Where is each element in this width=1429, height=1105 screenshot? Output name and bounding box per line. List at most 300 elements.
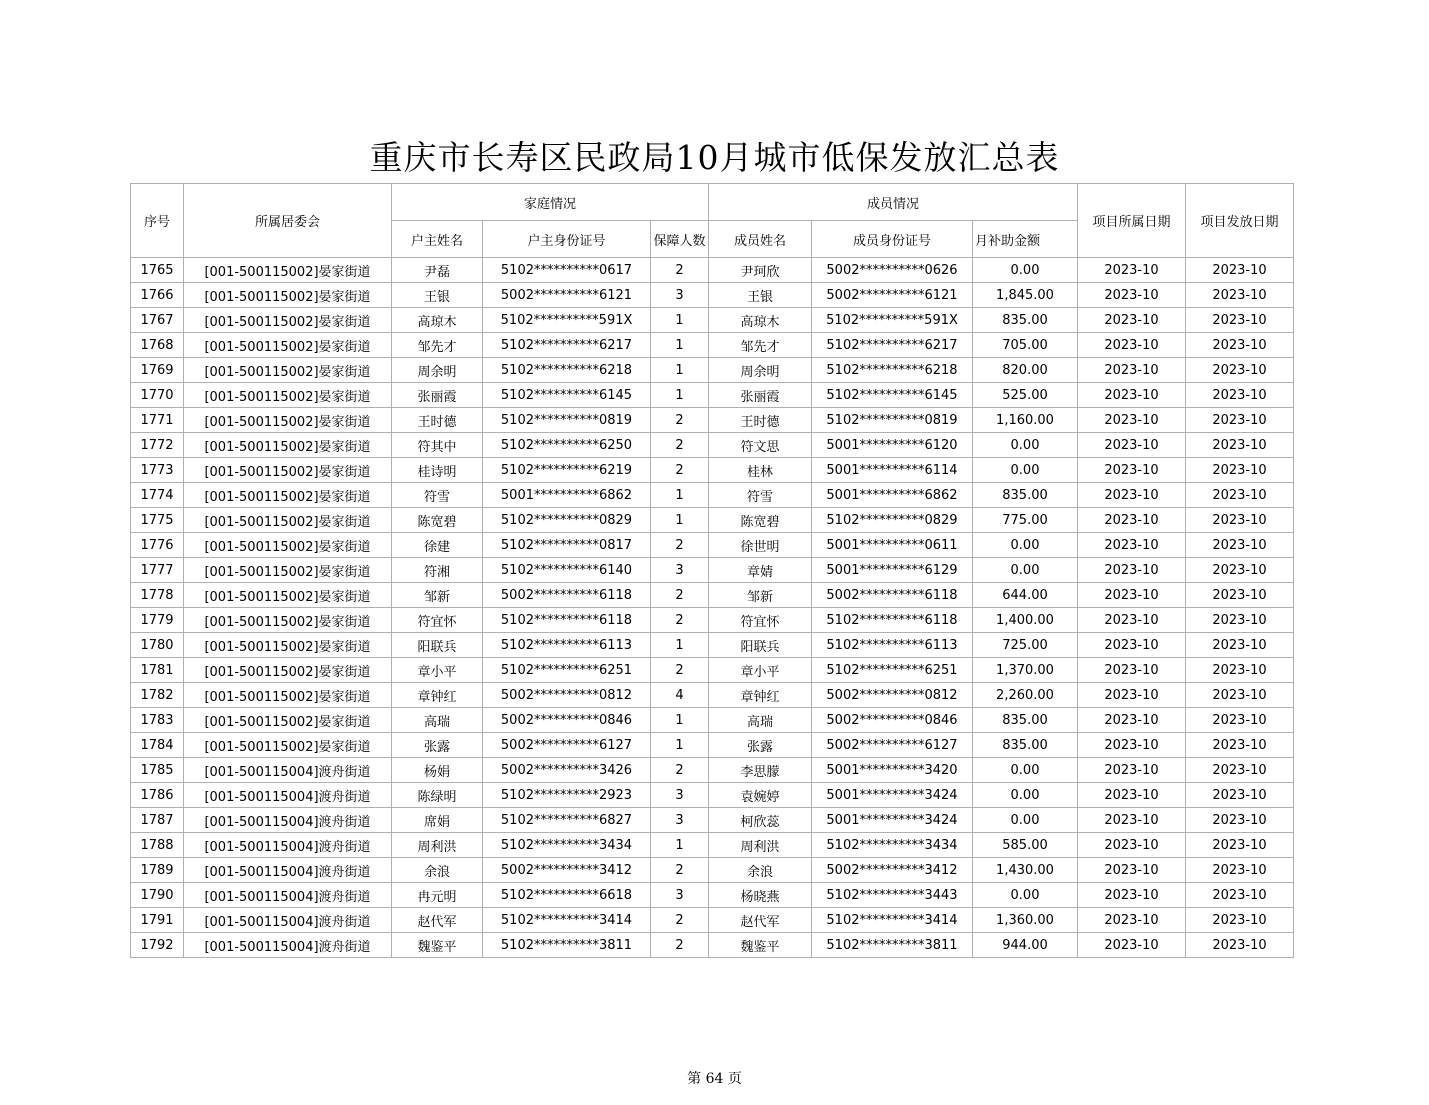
cell-monthly-amount: 835.00 bbox=[973, 483, 1078, 508]
cell-head-id: 5102**********3414 bbox=[483, 908, 651, 933]
cell-head-name: 冉元明 bbox=[392, 883, 483, 908]
allowance-table bbox=[130, 183, 1294, 958]
cell-issue-date: 2023-10 bbox=[1186, 258, 1294, 283]
cell-member-name: 赵代军 bbox=[709, 908, 812, 933]
table-row bbox=[131, 833, 1294, 858]
cell-project-date: 2023-10 bbox=[1078, 308, 1186, 333]
cell-issue-date: 2023-10 bbox=[1186, 408, 1294, 433]
table-row bbox=[131, 433, 1294, 458]
cell-monthly-amount: 944.00 bbox=[973, 933, 1078, 958]
cell-member-id: 5001**********0611 bbox=[812, 533, 973, 558]
cell-member-id: 5102**********3443 bbox=[812, 883, 973, 908]
cell-project-date: 2023-10 bbox=[1078, 883, 1186, 908]
table-row bbox=[131, 483, 1294, 508]
cell-head-id: 5102**********6113 bbox=[483, 633, 651, 658]
cell-head-name: 陈宽碧 bbox=[392, 508, 483, 533]
cell-head-id: 5002**********3412 bbox=[483, 858, 651, 883]
cell-head-id: 5102**********6217 bbox=[483, 333, 651, 358]
cell-head-name: 王银 bbox=[392, 283, 483, 308]
cell-head-name: 高琼木 bbox=[392, 308, 483, 333]
cell-seq: 1782 bbox=[131, 683, 184, 708]
cell-project-date: 2023-10 bbox=[1078, 408, 1186, 433]
cell-project-date: 2023-10 bbox=[1078, 933, 1186, 958]
cell-head-name: 桂诗明 bbox=[392, 458, 483, 483]
cell-head-name: 符雪 bbox=[392, 483, 483, 508]
cell-member-name: 章婧 bbox=[709, 558, 812, 583]
cell-head-name: 王时德 bbox=[392, 408, 483, 433]
cell-committee: [001-500115002]晏家街道 bbox=[184, 683, 392, 708]
cell-member-name: 周利洪 bbox=[709, 833, 812, 858]
cell-seq: 1783 bbox=[131, 708, 184, 733]
cell-head-name: 章钟红 bbox=[392, 683, 483, 708]
table-row bbox=[131, 733, 1294, 758]
cell-head-id: 5002**********3426 bbox=[483, 758, 651, 783]
cell-head-name: 符其中 bbox=[392, 433, 483, 458]
cell-project-date: 2023-10 bbox=[1078, 508, 1186, 533]
cell-insured-count: 1 bbox=[651, 733, 709, 758]
cell-seq: 1787 bbox=[131, 808, 184, 833]
page-number: 第 64 页 bbox=[687, 1071, 742, 1087]
cell-head-name: 周利洪 bbox=[392, 833, 483, 858]
cell-committee: [001-500115004]渡舟街道 bbox=[184, 908, 392, 933]
cell-project-date: 2023-10 bbox=[1078, 858, 1186, 883]
cell-project-date: 2023-10 bbox=[1078, 358, 1186, 383]
cell-head-id: 5102**********6118 bbox=[483, 608, 651, 633]
cell-member-id: 5002**********3412 bbox=[812, 858, 973, 883]
table-row bbox=[131, 383, 1294, 408]
cell-committee: [001-500115004]渡舟街道 bbox=[184, 758, 392, 783]
cell-head-name: 邹先才 bbox=[392, 333, 483, 358]
cell-head-name: 魏鉴平 bbox=[392, 933, 483, 958]
cell-head-id: 5102**********6250 bbox=[483, 433, 651, 458]
cell-member-id: 5001**********3424 bbox=[812, 783, 973, 808]
cell-head-id: 5102**********591X bbox=[483, 308, 651, 333]
table-row bbox=[131, 908, 1294, 933]
cell-member-id: 5102**********0829 bbox=[812, 508, 973, 533]
cell-issue-date: 2023-10 bbox=[1186, 483, 1294, 508]
cell-issue-date: 2023-10 bbox=[1186, 808, 1294, 833]
cell-member-name: 徐世明 bbox=[709, 533, 812, 558]
header-member-id: 成员身份证号 bbox=[812, 221, 973, 258]
cell-issue-date: 2023-10 bbox=[1186, 433, 1294, 458]
cell-issue-date: 2023-10 bbox=[1186, 383, 1294, 408]
cell-head-name: 张丽霞 bbox=[392, 383, 483, 408]
table-row bbox=[131, 333, 1294, 358]
table-row bbox=[131, 708, 1294, 733]
cell-project-date: 2023-10 bbox=[1078, 733, 1186, 758]
cell-insured-count: 2 bbox=[651, 908, 709, 933]
cell-head-id: 5102**********0819 bbox=[483, 408, 651, 433]
cell-project-date: 2023-10 bbox=[1078, 483, 1186, 508]
cell-member-name: 尹珂欣 bbox=[709, 258, 812, 283]
table-row bbox=[131, 808, 1294, 833]
cell-member-id: 5102**********6118 bbox=[812, 608, 973, 633]
cell-insured-count: 2 bbox=[651, 583, 709, 608]
cell-monthly-amount: 775.00 bbox=[973, 508, 1078, 533]
cell-committee: [001-500115002]晏家街道 bbox=[184, 308, 392, 333]
cell-issue-date: 2023-10 bbox=[1186, 833, 1294, 858]
cell-issue-date: 2023-10 bbox=[1186, 358, 1294, 383]
header-family-group: 家庭情况 bbox=[392, 184, 709, 221]
cell-insured-count: 1 bbox=[651, 708, 709, 733]
cell-committee: [001-500115004]渡舟街道 bbox=[184, 783, 392, 808]
cell-committee: [001-500115002]晏家街道 bbox=[184, 583, 392, 608]
table-row bbox=[131, 758, 1294, 783]
table-row bbox=[131, 883, 1294, 908]
cell-monthly-amount: 1,400.00 bbox=[973, 608, 1078, 633]
cell-head-name: 周余明 bbox=[392, 358, 483, 383]
cell-committee: [001-500115002]晏家街道 bbox=[184, 383, 392, 408]
table-body bbox=[131, 258, 1294, 958]
cell-seq: 1767 bbox=[131, 308, 184, 333]
cell-seq: 1766 bbox=[131, 283, 184, 308]
cell-project-date: 2023-10 bbox=[1078, 458, 1186, 483]
cell-issue-date: 2023-10 bbox=[1186, 858, 1294, 883]
cell-project-date: 2023-10 bbox=[1078, 708, 1186, 733]
cell-insured-count: 1 bbox=[651, 483, 709, 508]
cell-head-id: 5102**********6618 bbox=[483, 883, 651, 908]
cell-seq: 1792 bbox=[131, 933, 184, 958]
cell-head-id: 5102**********6219 bbox=[483, 458, 651, 483]
cell-issue-date: 2023-10 bbox=[1186, 783, 1294, 808]
cell-committee: [001-500115004]渡舟街道 bbox=[184, 933, 392, 958]
cell-insured-count: 4 bbox=[651, 683, 709, 708]
header-head-name: 户主姓名 bbox=[392, 221, 483, 258]
cell-issue-date: 2023-10 bbox=[1186, 558, 1294, 583]
cell-monthly-amount: 0.00 bbox=[973, 883, 1078, 908]
cell-head-name: 符湘 bbox=[392, 558, 483, 583]
cell-committee: [001-500115002]晏家街道 bbox=[184, 433, 392, 458]
table-row bbox=[131, 683, 1294, 708]
cell-member-id: 5102**********591X bbox=[812, 308, 973, 333]
cell-committee: [001-500115002]晏家街道 bbox=[184, 258, 392, 283]
cell-issue-date: 2023-10 bbox=[1186, 883, 1294, 908]
cell-insured-count: 2 bbox=[651, 608, 709, 633]
cell-committee: [001-500115002]晏家街道 bbox=[184, 283, 392, 308]
cell-seq: 1784 bbox=[131, 733, 184, 758]
cell-seq: 1776 bbox=[131, 533, 184, 558]
cell-member-id: 5001**********6120 bbox=[812, 433, 973, 458]
table-row bbox=[131, 558, 1294, 583]
cell-committee: [001-500115002]晏家街道 bbox=[184, 658, 392, 683]
cell-project-date: 2023-10 bbox=[1078, 558, 1186, 583]
cell-monthly-amount: 2,260.00 bbox=[973, 683, 1078, 708]
cell-seq: 1781 bbox=[131, 658, 184, 683]
cell-seq: 1765 bbox=[131, 258, 184, 283]
cell-member-name: 陈宽碧 bbox=[709, 508, 812, 533]
cell-member-name: 周余明 bbox=[709, 358, 812, 383]
cell-committee: [001-500115002]晏家街道 bbox=[184, 408, 392, 433]
cell-insured-count: 3 bbox=[651, 808, 709, 833]
cell-monthly-amount: 725.00 bbox=[973, 633, 1078, 658]
cell-monthly-amount: 0.00 bbox=[973, 558, 1078, 583]
cell-seq: 1785 bbox=[131, 758, 184, 783]
table-row bbox=[131, 583, 1294, 608]
cell-project-date: 2023-10 bbox=[1078, 633, 1186, 658]
cell-member-name: 魏鉴平 bbox=[709, 933, 812, 958]
cell-member-id: 5102**********3434 bbox=[812, 833, 973, 858]
cell-member-name: 张丽霞 bbox=[709, 383, 812, 408]
cell-insured-count: 1 bbox=[651, 358, 709, 383]
cell-issue-date: 2023-10 bbox=[1186, 458, 1294, 483]
cell-member-name: 王银 bbox=[709, 283, 812, 308]
cell-member-id: 5002**********0626 bbox=[812, 258, 973, 283]
cell-member-name: 袁婉婷 bbox=[709, 783, 812, 808]
cell-issue-date: 2023-10 bbox=[1186, 308, 1294, 333]
cell-seq: 1775 bbox=[131, 508, 184, 533]
cell-monthly-amount: 0.00 bbox=[973, 258, 1078, 283]
header-monthly-amount: 月补助金额 bbox=[973, 221, 1078, 258]
cell-monthly-amount: 644.00 bbox=[973, 583, 1078, 608]
cell-insured-count: 2 bbox=[651, 658, 709, 683]
cell-insured-count: 2 bbox=[651, 408, 709, 433]
cell-monthly-amount: 1,370.00 bbox=[973, 658, 1078, 683]
cell-member-id: 5102**********6251 bbox=[812, 658, 973, 683]
cell-committee: [001-500115002]晏家街道 bbox=[184, 558, 392, 583]
cell-member-id: 5102**********3811 bbox=[812, 933, 973, 958]
cell-seq: 1786 bbox=[131, 783, 184, 808]
cell-head-name: 符宜怀 bbox=[392, 608, 483, 633]
cell-issue-date: 2023-10 bbox=[1186, 933, 1294, 958]
cell-monthly-amount: 1,430.00 bbox=[973, 858, 1078, 883]
cell-member-id: 5102**********6145 bbox=[812, 383, 973, 408]
header-seq: 序号 bbox=[131, 184, 184, 258]
cell-insured-count: 1 bbox=[651, 383, 709, 408]
cell-issue-date: 2023-10 bbox=[1186, 583, 1294, 608]
cell-insured-count: 1 bbox=[651, 633, 709, 658]
cell-member-id: 5002**********6118 bbox=[812, 583, 973, 608]
cell-head-name: 陈绿明 bbox=[392, 783, 483, 808]
cell-head-id: 5002**********6118 bbox=[483, 583, 651, 608]
cell-head-id: 5002**********6121 bbox=[483, 283, 651, 308]
cell-member-name: 桂林 bbox=[709, 458, 812, 483]
cell-head-id: 5102**********3811 bbox=[483, 933, 651, 958]
cell-insured-count: 1 bbox=[651, 508, 709, 533]
cell-issue-date: 2023-10 bbox=[1186, 708, 1294, 733]
cell-insured-count: 3 bbox=[651, 883, 709, 908]
cell-committee: [001-500115004]渡舟街道 bbox=[184, 833, 392, 858]
cell-insured-count: 1 bbox=[651, 308, 709, 333]
header-head-id: 户主身份证号 bbox=[483, 221, 651, 258]
cell-committee: [001-500115002]晏家街道 bbox=[184, 508, 392, 533]
cell-member-id: 5102**********6217 bbox=[812, 333, 973, 358]
cell-project-date: 2023-10 bbox=[1078, 833, 1186, 858]
cell-member-name: 阳联兵 bbox=[709, 633, 812, 658]
cell-insured-count: 1 bbox=[651, 333, 709, 358]
cell-head-id: 5102**********0617 bbox=[483, 258, 651, 283]
cell-seq: 1778 bbox=[131, 583, 184, 608]
cell-insured-count: 2 bbox=[651, 458, 709, 483]
cell-project-date: 2023-10 bbox=[1078, 583, 1186, 608]
cell-project-date: 2023-10 bbox=[1078, 758, 1186, 783]
table-row bbox=[131, 633, 1294, 658]
header-committee: 所属居委会 bbox=[184, 184, 392, 258]
cell-monthly-amount: 0.00 bbox=[973, 808, 1078, 833]
cell-committee: [001-500115002]晏家街道 bbox=[184, 483, 392, 508]
cell-insured-count: 3 bbox=[651, 783, 709, 808]
cell-member-name: 邹先才 bbox=[709, 333, 812, 358]
cell-member-name: 章小平 bbox=[709, 658, 812, 683]
cell-head-name: 张露 bbox=[392, 733, 483, 758]
cell-member-name: 王时德 bbox=[709, 408, 812, 433]
cell-member-id: 5002**********0846 bbox=[812, 708, 973, 733]
cell-head-id: 5102**********6827 bbox=[483, 808, 651, 833]
cell-seq: 1773 bbox=[131, 458, 184, 483]
cell-project-date: 2023-10 bbox=[1078, 433, 1186, 458]
cell-insured-count: 3 bbox=[651, 283, 709, 308]
cell-monthly-amount: 0.00 bbox=[973, 783, 1078, 808]
cell-monthly-amount: 0.00 bbox=[973, 433, 1078, 458]
table-row bbox=[131, 783, 1294, 808]
cell-issue-date: 2023-10 bbox=[1186, 683, 1294, 708]
cell-monthly-amount: 585.00 bbox=[973, 833, 1078, 858]
cell-project-date: 2023-10 bbox=[1078, 258, 1186, 283]
cell-project-date: 2023-10 bbox=[1078, 533, 1186, 558]
cell-head-id: 5001**********6862 bbox=[483, 483, 651, 508]
table-row bbox=[131, 658, 1294, 683]
table-row bbox=[131, 508, 1294, 533]
cell-member-name: 柯欣蕊 bbox=[709, 808, 812, 833]
cell-monthly-amount: 1,360.00 bbox=[973, 908, 1078, 933]
cell-committee: [001-500115004]渡舟街道 bbox=[184, 883, 392, 908]
cell-committee: [001-500115002]晏家街道 bbox=[184, 333, 392, 358]
cell-insured-count: 2 bbox=[651, 758, 709, 783]
cell-seq: 1774 bbox=[131, 483, 184, 508]
cell-member-name: 高琼木 bbox=[709, 308, 812, 333]
cell-member-id: 5001**********6114 bbox=[812, 458, 973, 483]
cell-head-id: 5002**********6127 bbox=[483, 733, 651, 758]
cell-insured-count: 2 bbox=[651, 533, 709, 558]
cell-head-id: 5102**********6218 bbox=[483, 358, 651, 383]
cell-member-id: 5102**********6113 bbox=[812, 633, 973, 658]
cell-seq: 1772 bbox=[131, 433, 184, 458]
table-row bbox=[131, 533, 1294, 558]
cell-committee: [001-500115002]晏家街道 bbox=[184, 358, 392, 383]
cell-insured-count: 2 bbox=[651, 433, 709, 458]
cell-project-date: 2023-10 bbox=[1078, 283, 1186, 308]
cell-member-id: 5001**********3424 bbox=[812, 808, 973, 833]
cell-committee: [001-500115002]晏家街道 bbox=[184, 733, 392, 758]
cell-head-name: 赵代军 bbox=[392, 908, 483, 933]
cell-committee: [001-500115004]渡舟街道 bbox=[184, 808, 392, 833]
cell-monthly-amount: 1,845.00 bbox=[973, 283, 1078, 308]
cell-project-date: 2023-10 bbox=[1078, 608, 1186, 633]
cell-project-date: 2023-10 bbox=[1078, 683, 1186, 708]
cell-monthly-amount: 705.00 bbox=[973, 333, 1078, 358]
cell-member-id: 5001**********6862 bbox=[812, 483, 973, 508]
table-row bbox=[131, 283, 1294, 308]
cell-committee: [001-500115002]晏家街道 bbox=[184, 608, 392, 633]
cell-seq: 1780 bbox=[131, 633, 184, 658]
cell-committee: [001-500115002]晏家街道 bbox=[184, 533, 392, 558]
cell-monthly-amount: 835.00 bbox=[973, 708, 1078, 733]
cell-member-name: 李思朦 bbox=[709, 758, 812, 783]
cell-project-date: 2023-10 bbox=[1078, 783, 1186, 808]
cell-seq: 1788 bbox=[131, 833, 184, 858]
cell-insured-count: 2 bbox=[651, 858, 709, 883]
cell-member-name: 章钟红 bbox=[709, 683, 812, 708]
cell-monthly-amount: 835.00 bbox=[973, 308, 1078, 333]
cell-head-id: 5102**********6145 bbox=[483, 383, 651, 408]
cell-head-name: 杨娟 bbox=[392, 758, 483, 783]
cell-committee: [001-500115002]晏家街道 bbox=[184, 708, 392, 733]
table-header bbox=[131, 184, 1294, 258]
cell-monthly-amount: 0.00 bbox=[973, 533, 1078, 558]
cell-issue-date: 2023-10 bbox=[1186, 533, 1294, 558]
cell-member-name: 张露 bbox=[709, 733, 812, 758]
header-member-group: 成员情况 bbox=[709, 184, 1078, 221]
cell-head-name: 阳联兵 bbox=[392, 633, 483, 658]
cell-member-name: 余浪 bbox=[709, 858, 812, 883]
cell-member-name: 符宜怀 bbox=[709, 608, 812, 633]
cell-seq: 1791 bbox=[131, 908, 184, 933]
cell-head-id: 5002**********0846 bbox=[483, 708, 651, 733]
cell-issue-date: 2023-10 bbox=[1186, 658, 1294, 683]
cell-seq: 1770 bbox=[131, 383, 184, 408]
cell-issue-date: 2023-10 bbox=[1186, 333, 1294, 358]
cell-project-date: 2023-10 bbox=[1078, 658, 1186, 683]
cell-member-name: 杨晓燕 bbox=[709, 883, 812, 908]
cell-insured-count: 1 bbox=[651, 833, 709, 858]
cell-project-date: 2023-10 bbox=[1078, 383, 1186, 408]
header-issue-date: 项目发放日期 bbox=[1186, 184, 1294, 258]
table-row bbox=[131, 458, 1294, 483]
cell-head-id: 5002**********0812 bbox=[483, 683, 651, 708]
cell-monthly-amount: 0.00 bbox=[973, 458, 1078, 483]
cell-issue-date: 2023-10 bbox=[1186, 508, 1294, 533]
cell-project-date: 2023-10 bbox=[1078, 333, 1186, 358]
cell-head-name: 邹新 bbox=[392, 583, 483, 608]
cell-member-name: 邹新 bbox=[709, 583, 812, 608]
cell-monthly-amount: 525.00 bbox=[973, 383, 1078, 408]
cell-committee: [001-500115004]渡舟街道 bbox=[184, 858, 392, 883]
table-row bbox=[131, 933, 1294, 958]
cell-project-date: 2023-10 bbox=[1078, 908, 1186, 933]
cell-member-id: 5002**********6127 bbox=[812, 733, 973, 758]
cell-head-id: 5102**********2923 bbox=[483, 783, 651, 808]
cell-committee: [001-500115002]晏家街道 bbox=[184, 633, 392, 658]
cell-issue-date: 2023-10 bbox=[1186, 633, 1294, 658]
cell-monthly-amount: 820.00 bbox=[973, 358, 1078, 383]
cell-head-name: 席娟 bbox=[392, 808, 483, 833]
cell-monthly-amount: 0.00 bbox=[973, 758, 1078, 783]
cell-insured-count: 2 bbox=[651, 258, 709, 283]
header-insured-count: 保障人数 bbox=[651, 221, 709, 258]
table-row bbox=[131, 358, 1294, 383]
cell-head-name: 徐建 bbox=[392, 533, 483, 558]
cell-member-id: 5001**********6129 bbox=[812, 558, 973, 583]
cell-seq: 1779 bbox=[131, 608, 184, 633]
cell-member-id: 5001**********3420 bbox=[812, 758, 973, 783]
table-row bbox=[131, 858, 1294, 883]
cell-head-id: 5102**********6251 bbox=[483, 658, 651, 683]
cell-issue-date: 2023-10 bbox=[1186, 758, 1294, 783]
cell-seq: 1789 bbox=[131, 858, 184, 883]
cell-head-id: 5102**********3434 bbox=[483, 833, 651, 858]
page-title: 重庆市长寿区民政局10月城市低保发放汇总表 bbox=[369, 138, 1060, 177]
cell-member-id: 5102**********0819 bbox=[812, 408, 973, 433]
table-row bbox=[131, 258, 1294, 283]
cell-head-id: 5102**********0817 bbox=[483, 533, 651, 558]
cell-seq: 1777 bbox=[131, 558, 184, 583]
cell-member-id: 5002**********6121 bbox=[812, 283, 973, 308]
cell-head-id: 5102**********6140 bbox=[483, 558, 651, 583]
cell-head-name: 余浪 bbox=[392, 858, 483, 883]
cell-seq: 1768 bbox=[131, 333, 184, 358]
header-member-name: 成员姓名 bbox=[709, 221, 812, 258]
cell-head-id: 5102**********0829 bbox=[483, 508, 651, 533]
cell-member-id: 5102**********6218 bbox=[812, 358, 973, 383]
